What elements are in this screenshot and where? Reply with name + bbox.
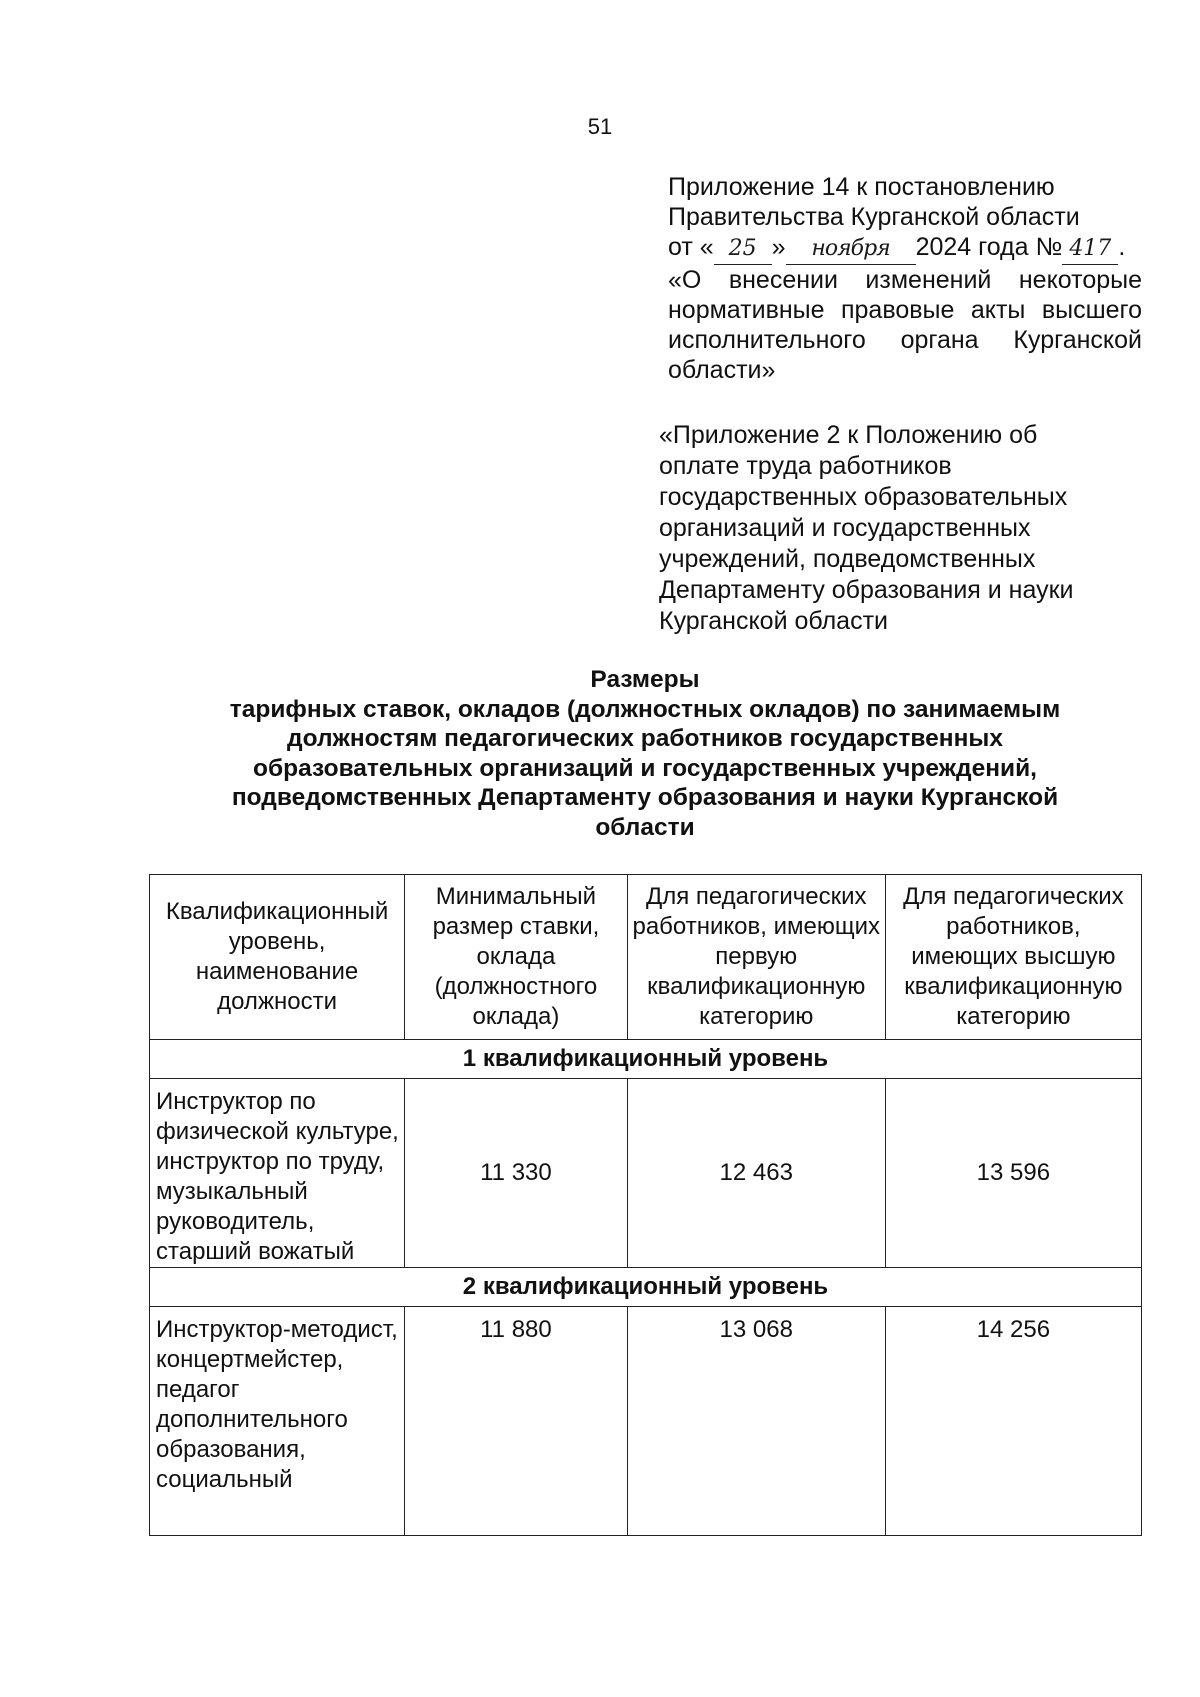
title-line-3: должностям педагогических работников государственных [287, 725, 1003, 752]
appendix-line-1: Приложение 14 к постановлению [668, 173, 1055, 201]
highest-category-cell: 14 256 [885, 1307, 1141, 1536]
level-row [150, 1268, 1142, 1307]
appendix2-line-2: оплате труда работников [659, 452, 952, 480]
position-cell: Инструктор-методист, концертмейстер, педагог дополнительного образования, социальный [150, 1307, 405, 1536]
appendix-header [668, 172, 1142, 385]
title-line-6: области [595, 813, 695, 841]
appendix-line-6: исполнительного органа Курганской [668, 326, 1142, 354]
appendix2-line-7: Курганской области [659, 607, 889, 635]
appendix-line-2: Правительства Курганской области [668, 203, 1080, 231]
min-rate-cell: 11 330 [405, 1079, 628, 1268]
date-mid: » [771, 233, 786, 261]
first-category-cell: 12 463 [627, 1079, 885, 1268]
min-rate-cell: 11 880 [405, 1307, 628, 1536]
highest-category-cell: 13 596 [885, 1079, 1141, 1268]
appendix2-line-5: учреждений, подведомственных [659, 545, 1036, 573]
date-day-handwritten: 25 [714, 234, 772, 265]
title-line-4: образовательных организаций и государственных учреждений, [253, 754, 1037, 782]
date-month-handwritten: ноября [786, 234, 916, 265]
date-year: 2024 года № [915, 233, 1063, 261]
rates-table [149, 874, 1142, 1536]
appendix2-line-3: государственных образовательных [659, 483, 1068, 511]
title-line-5: подведомственных Департаменту образования и науки Курганской [231, 784, 1059, 811]
level-heading: 1 квалификационный уровень [150, 1040, 1142, 1079]
header-min-rate: Минимальный размер ставки, оклада (должностного оклада) [405, 875, 628, 1040]
header-qualification-level: Квалификационный уровень, наименование должности [150, 875, 405, 1040]
appendix-date-line [668, 232, 1142, 265]
level-heading: 2 квалификационный уровень [150, 1268, 1142, 1307]
date-prefix: от « [668, 233, 714, 261]
title-line-1: Размеры [590, 666, 700, 693]
first-category-cell: 13 068 [627, 1307, 885, 1536]
appendix2-line-1: «Приложение 2 к Положению об [659, 421, 1038, 449]
position-cell: Инструктор по физической культуре, инструктор по труду, музыкальный руководитель, старший вожатый [150, 1079, 405, 1268]
table-header-row [150, 875, 1142, 1040]
appendix-line-4: «О внесении изменений некоторые [668, 266, 1142, 294]
date-suffix: . [1118, 233, 1126, 261]
table-row [150, 1079, 1142, 1268]
level-row [150, 1040, 1142, 1079]
appendix-line-5: нормативные правовые акты высшего [668, 296, 1142, 324]
appendix2-header [659, 420, 1129, 637]
page-number: 51 [587, 114, 613, 139]
title-line-2: тарифных ставок, окладов (должностных окладов) по занимаемым [229, 695, 1061, 723]
appendix2-line-4: организаций и государственных [659, 514, 1031, 542]
table-row [150, 1307, 1142, 1536]
document-title [150, 665, 1140, 842]
appendix2-line-6: Департаменту образования и науки [659, 576, 1074, 604]
appendix-line-7: области» [668, 356, 776, 384]
header-first-category: Для педагогических работников, имеющих первую квалификационную категорию [627, 875, 885, 1040]
document-number-handwritten: 417 [1062, 234, 1118, 265]
header-highest-category: Для педагогических работников, имеющих высшую квалификационную категорию [885, 875, 1141, 1040]
